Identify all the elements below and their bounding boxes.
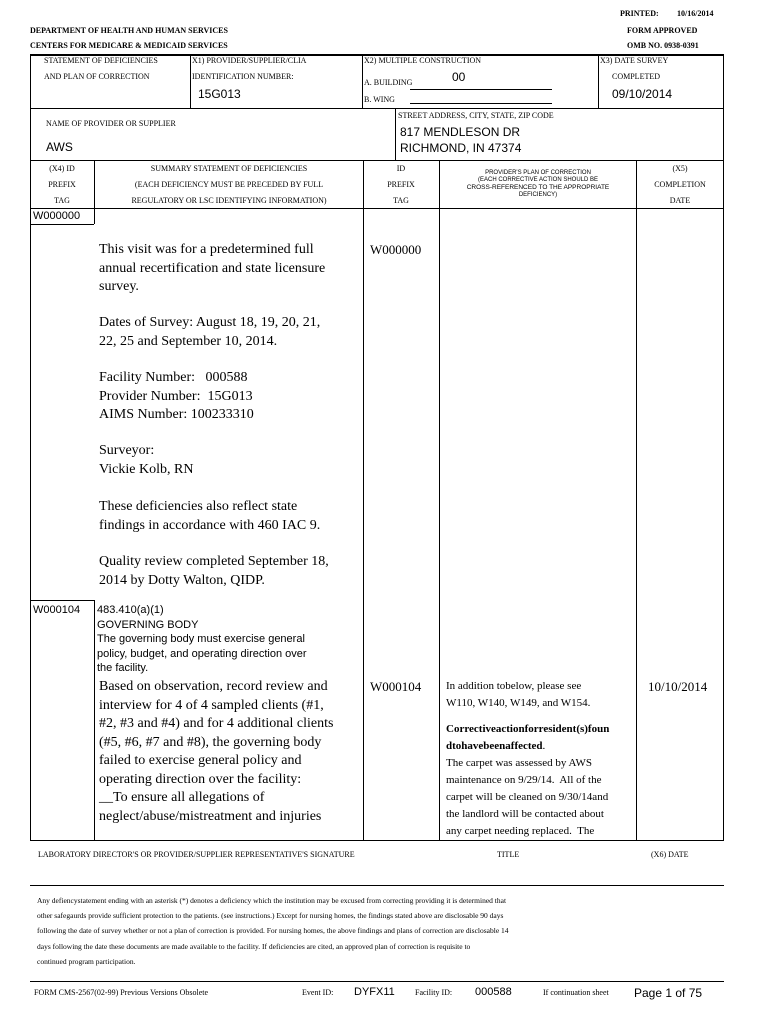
plan-col-divider — [636, 160, 637, 840]
x1-label-2: IDENTIFICATION NUMBER: — [192, 72, 294, 81]
text-line: Surveyor: — [99, 443, 155, 458]
building-label: A. BUILDING — [364, 78, 413, 87]
building-value: 00 — [452, 70, 466, 84]
table-left-border — [30, 160, 31, 840]
title-label: TITLE — [497, 850, 520, 859]
building-underline — [410, 89, 552, 90]
x4-col-divider-top — [94, 160, 95, 224]
paragraph-state-findings — [99, 498, 354, 535]
disclaimer-line: other safegaurds provide sufficient protection to the patients. (see instructions.) Except for nursing homes, the findings stated above are disclosable 90 days — [37, 911, 504, 921]
text-line: __To ensure all allegations of — [99, 790, 265, 805]
disclaimer-text — [37, 893, 509, 969]
footer-top-border — [30, 981, 724, 982]
centers-title: CENTERS FOR MEDICARE & MEDICAID SERVICES — [30, 41, 228, 50]
text-line: Based on observation, record review and — [99, 679, 328, 694]
text-line: interview for 4 of 4 sampled clients (#1, — [99, 697, 324, 713]
x4-header-2: PREFIX — [48, 180, 76, 189]
regulation-cite: 483.410(a)(1) — [97, 604, 164, 616]
x5-header-2: COMPLETION — [654, 180, 706, 189]
box1-right-border — [723, 54, 724, 109]
plan-heading-text: dtohavebeenaffected — [446, 740, 543, 752]
survey-date: 09/10/2014 — [612, 87, 673, 101]
paragraph-quality-review — [99, 553, 354, 590]
text-line: survey. — [99, 279, 139, 294]
department-title: DEPARTMENT OF HEALTH AND HUMAN SERVICES — [30, 26, 228, 35]
plan-line: In addition tobelow, please see — [446, 680, 582, 692]
provider-name-label: NAME OF PROVIDER OR SUPPLIER — [46, 119, 176, 128]
paragraph-findings — [99, 678, 354, 826]
plan-heading: Correctiveactionforresident(s)foun — [446, 723, 610, 735]
facility-id-label: Facility ID: — [415, 988, 453, 997]
table-right-border — [723, 160, 724, 840]
text-line: Facility Number: 000588 — [99, 370, 248, 385]
omb-number: OMB NO. 0938-0391 — [627, 41, 699, 50]
form-approved: FORM APPROVED — [627, 26, 698, 35]
disclaimer-line: days following the date these documents are made available to the facility. If deficiencies are cited, an approved plan of correction is requisite to — [37, 941, 471, 951]
wing-underline — [410, 103, 552, 104]
text-line: Provider Number: 15G013 — [99, 388, 253, 404]
tag-w000000-right: W000000 — [370, 242, 422, 257]
x4-header-3: TAG — [54, 196, 70, 205]
event-id-label: Event ID: — [302, 988, 334, 997]
regulation-block — [97, 603, 307, 676]
text-line: Quality review completed September 18, — [99, 554, 329, 569]
paragraph-visit — [99, 241, 354, 297]
disclaimer-line: continued program participation. — [37, 956, 136, 966]
printed-label: PRINTED: — [620, 9, 659, 18]
x6-date-label: (X6) DATE — [651, 850, 689, 859]
text-line: (#5, #6, #7 and #8), the governing body — [99, 734, 322, 750]
statement-label-2: AND PLAN OF CORRECTION — [44, 72, 150, 81]
text-line: These deficiencies also reflect state — [99, 499, 298, 514]
text-line: Dates of Survey: August 18, 19, 20, 21, — [99, 315, 321, 330]
plan-line: The carpet was assessed by AWS — [446, 757, 593, 769]
text-line: neglect/abuse/mistreatment and injuries — [99, 808, 322, 824]
x3-label-2: COMPLETED — [612, 72, 660, 81]
box1-divider-2 — [362, 54, 363, 109]
plan-header-1: PROVIDER'S PLAN OF CORRECTION — [485, 170, 591, 176]
column-header-bottom — [30, 208, 724, 209]
street-address: 817 MENDLESON DR — [400, 125, 521, 139]
summary-header-1: SUMMARY STATEMENT OF DEFICIENCIES — [150, 164, 308, 173]
x2-label: X2) MULTIPLE CONSTRUCTION — [364, 56, 482, 65]
id-header-1: ID — [396, 164, 406, 173]
summary-header-2: (EACH DEFICIENCY MUST BE PRECEDED BY FULL — [134, 180, 324, 189]
disclaimer-line: following the date of survey whether or not a plan of correction is provided. For nursing homes, the above findings and plans of correction are disclosable 14 — [37, 926, 509, 936]
plan-line: W110, W140, W149, and W154. — [446, 697, 591, 709]
regulation-title: GOVERNING BODY — [97, 618, 199, 631]
completion-date: 10/10/2014 — [648, 679, 708, 694]
text-line: operating direction over the facility: — [99, 771, 302, 787]
box1-divider-3 — [598, 54, 599, 109]
statement-label-1: STATEMENT OF DEFICIENCIES — [44, 56, 158, 65]
printed-date: 10/16/2014 — [677, 9, 714, 18]
tag-w000104-right: W000104 — [370, 679, 422, 694]
paragraph-dates — [99, 314, 354, 351]
text-line: AIMS Number: 100233310 — [99, 407, 254, 422]
street-label: STREET ADDRESS, CITY, STATE, ZIP CODE — [398, 111, 554, 120]
box2-divider — [395, 108, 396, 160]
tag-w000104: W000104 — [33, 604, 81, 616]
paragraph-surveyor — [99, 442, 354, 479]
box2-left-border — [30, 108, 31, 160]
x5-header-1: (X5) — [672, 164, 688, 173]
tag-w000000: W000000 — [33, 210, 81, 222]
box1-bottom-border — [30, 108, 724, 109]
plan-heading-dot: . — [542, 740, 546, 752]
signature-label: LABORATORY DIRECTOR'S OR PROVIDER/SUPPLIER REPRESENTATIVE'S SIGNATURE — [38, 850, 355, 859]
facility-id: 000588 — [475, 986, 512, 998]
text-line: Vickie Kolb, RN — [99, 461, 194, 477]
plan-line: the landlord will be contacted about — [446, 808, 604, 820]
plan-heading-2 — [446, 738, 634, 755]
box2-right-border — [723, 108, 724, 160]
tag1-cell-bottom — [30, 224, 94, 225]
x5-header-3: DATE — [669, 196, 691, 205]
disclaimer-line: Any defiencystatement ending with an asterisk (*) denotes a deficiency which the institution may be excused from correcting providing it is determined that — [37, 896, 507, 905]
signature-bottom-border — [30, 885, 724, 886]
provider-name: AWS — [46, 140, 73, 154]
id-header-2: PREFIX — [387, 180, 415, 189]
regulation-text-line: The governing body must exercise general — [97, 633, 305, 645]
x1-label-1: X1) PROVIDER/SUPPLIER/CLIA — [192, 56, 307, 65]
wing-label: B. WING — [364, 95, 395, 104]
continuation-label: If continuation sheet — [543, 988, 609, 997]
plan-line: carpet will be cleaned on 9/30/14and — [446, 791, 609, 803]
plan-header-3: CROSS-REFERENCED TO THE APPROPRIATE — [466, 184, 610, 191]
tag2-cell-top — [30, 600, 94, 601]
box1-left-border — [30, 54, 31, 109]
summary-header-3: REGULATORY OR LSC IDENTIFYING INFORMATION) — [131, 196, 327, 205]
text-line: findings in accordance with 460 IAC 9. — [99, 517, 321, 533]
x3-label-1: X3) DATE SURVEY — [600, 56, 669, 65]
summary-col-divider — [363, 160, 364, 840]
box2-bottom-border — [30, 160, 724, 161]
x4-col-divider-bottom — [94, 600, 95, 840]
city-state-zip: RICHMOND, IN 47374 — [400, 141, 522, 155]
provider-id: 15G013 — [198, 87, 241, 101]
plan-header-2: (EACH CORRECTIVE ACTION SHOULD BE — [477, 177, 599, 183]
id-header-3: TAG — [393, 196, 409, 205]
form-number: FORM CMS-2567(02-99) Previous Versions Obsolete — [34, 988, 209, 997]
text-line: annual recertification and state licensure — [99, 260, 326, 276]
regulation-text-line: the facility. — [97, 662, 149, 674]
plan-line: any carpet needing replaced. The — [446, 825, 595, 837]
table-bottom-border — [30, 840, 724, 841]
id-col-divider — [439, 160, 440, 840]
x4-header-1: (X4) ID — [49, 164, 75, 173]
plan-header-4: DEFICIENCY) — [518, 192, 558, 198]
paragraph-facility — [99, 369, 354, 425]
text-line: 22, 25 and September 10, 2014. — [99, 333, 278, 349]
page-number: Page 1 of 75 — [634, 986, 703, 1000]
plan-of-correction — [446, 678, 634, 840]
plan-spacer — [446, 712, 634, 721]
event-id: DYFX11 — [354, 986, 395, 998]
text-line: This visit was for a predetermined full — [99, 242, 314, 257]
plan-line: maintenance on 9/29/14. All of the — [446, 774, 602, 786]
text-line: #2, #3 and #4) and for 4 additional clients — [99, 716, 334, 731]
box1-divider-1 — [190, 54, 191, 109]
regulation-text-line: policy, budget, and operating direction over — [97, 647, 307, 660]
text-line: failed to exercise general policy and — [99, 753, 302, 768]
text-line: 2014 by Dotty Walton, QIDP. — [99, 572, 265, 588]
